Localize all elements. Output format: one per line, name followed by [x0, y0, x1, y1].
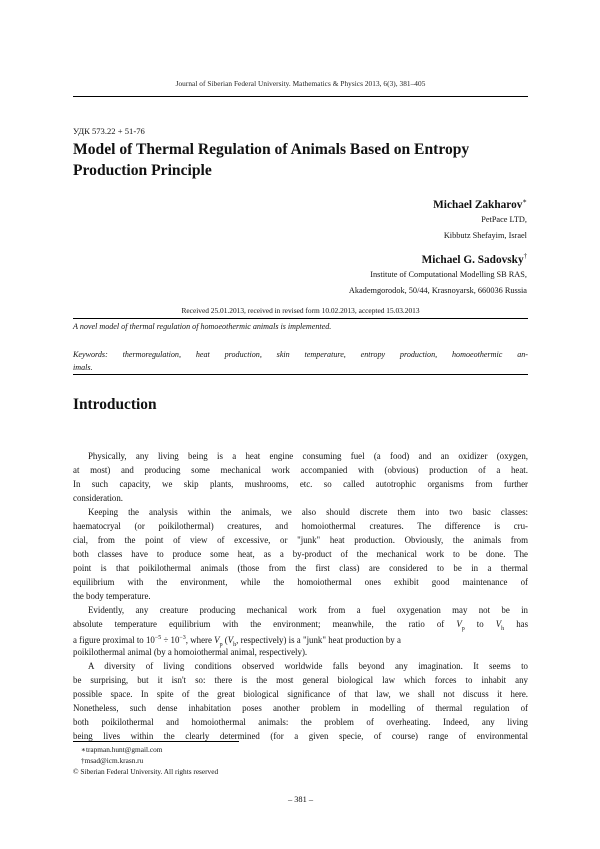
- received-dates: Received 25.01.2013, received in revised form 10.02.2013, accepted 15.03.2013: [181, 306, 420, 315]
- math-vp: V: [456, 619, 462, 629]
- body-line: Evidently, any creature producing mechanical work from a fuel oxygenation may not be in: [88, 605, 528, 615]
- keywords-line-2: imals.: [73, 363, 93, 372]
- footnote-email-1: ∗trapman.hunt@gmail.com: [81, 745, 163, 754]
- affiliation-line: Akademgorodok, 50/44, Krasnoyarsk, 660036 Russia: [348, 285, 527, 295]
- body-line: Physically, any living being is a heat engine consuming fuel (a food) and an oxidizer (oxygen,: [88, 451, 528, 461]
- abstract-rule-top: [73, 318, 528, 319]
- body-line: cial, from the point of view of excessive, or "junk" heat production. Obviously, the animals from: [73, 535, 528, 545]
- body-line: the body temperature.: [73, 591, 151, 601]
- affiliation-line: PetPace LTD,: [481, 214, 527, 224]
- body-line: both poikilothermal and homoiothermal animals: the problem of overheating. Indeed, any living: [73, 717, 528, 727]
- body-line-with-math: a figure proximal to $10^{-5} \div 10^{-3}$, where $V_p$ ($V_h$, respectively) is a "junk" heat production by a: [73, 634, 401, 648]
- body-line: In such capacity, we skip plants, mushrooms, etc. so called autotrophic organisms from further: [73, 479, 528, 489]
- body-line: both classes have to produce some heat, as a by-product of the mechanical work to be done. The: [73, 549, 528, 559]
- header-rule: [73, 96, 528, 97]
- footnote-rule: [73, 741, 239, 742]
- body-line: being lives within the clearly determined (for a given specie, of course) range of environmental: [73, 731, 528, 741]
- footnote-email-2: †msad@icm.krasn.ru: [81, 756, 144, 765]
- affiliation-line: Institute of Computational Modelling SB RAS,: [370, 269, 527, 279]
- body-line: equilibrium with the environment, while the homoiothermal ones exhibit good maintenance of: [73, 577, 528, 587]
- body-line: haematocryal (or poikilothermal) creatures, and homoiothermal creatures. The difference is cru-: [73, 521, 528, 531]
- section-heading: Introduction: [73, 396, 157, 413]
- footnote-mark: †: [523, 253, 527, 260]
- affiliation-line: Kibbutz Shefayim, Israel: [443, 230, 527, 240]
- paper-title: [73, 139, 513, 181]
- title-line-1: Model of Thermal Regulation of Animals Based on Entropy: [73, 141, 470, 158]
- body-line: poikilothermal animal (by a homoiothermal animal, respectively).: [73, 647, 308, 657]
- keywords: [73, 348, 528, 374]
- page-number: – 381 –: [287, 795, 314, 804]
- running-head: Journal of Siberian Federal University. Mathematics & Physics 2013, 6(3), 381–405: [175, 79, 426, 88]
- copyright-notice: © Siberian Federal University. All rights reserved: [73, 767, 219, 776]
- body-line: be surprising, but it isn't so: there is the most general biological law which forces to inhabit any: [73, 675, 528, 685]
- body-line: point is that poikilothermal animals (those from the first class) are considered to be in a thermal: [73, 563, 528, 573]
- body-line: at most) and producing some mechanical work accompanied with (obvious) production of a heat.: [73, 465, 528, 475]
- body-line-with-math: absolute temperature equilibrium with the environment; meanwhile, the ratio of $V_p$ to $V_h$ has: [73, 619, 529, 632]
- author-block-2: [349, 250, 527, 299]
- abstract-rule-bottom: [73, 374, 528, 375]
- math-vh: V: [495, 619, 502, 629]
- body-line: consideration.: [73, 493, 124, 503]
- author-name: Michael G. Sadovsky†: [421, 253, 527, 266]
- author-name: Michael Zakharov∗: [433, 198, 527, 211]
- title-line-2: Production Principle: [73, 162, 212, 179]
- footnote-mark: ∗: [522, 198, 527, 205]
- udk-code: УДК 573.22 + 51-76: [73, 126, 145, 136]
- body-line: A diversity of living conditions observed worldwide falls beyond any imagination. It seems to: [88, 661, 528, 671]
- keywords-line-1: Keywords: thermoregulation, heat production, skin temperature, entropy production, homoeothermic an-: [73, 350, 528, 359]
- author-block-1: [433, 195, 527, 244]
- body-line: Nonetheless, such dense inhabitation poses another problem in modelling of thermal regulation of: [73, 703, 528, 713]
- body-line: possible space. In spite of the great biological significance of that law, we shall not discuss it here.: [73, 689, 528, 699]
- abstract: A novel model of thermal regulation of homoeothermic animals is implemented.: [73, 322, 332, 331]
- body-line: Keeping the analysis within the animals, we also should discrete them into two basic classes:: [88, 507, 528, 517]
